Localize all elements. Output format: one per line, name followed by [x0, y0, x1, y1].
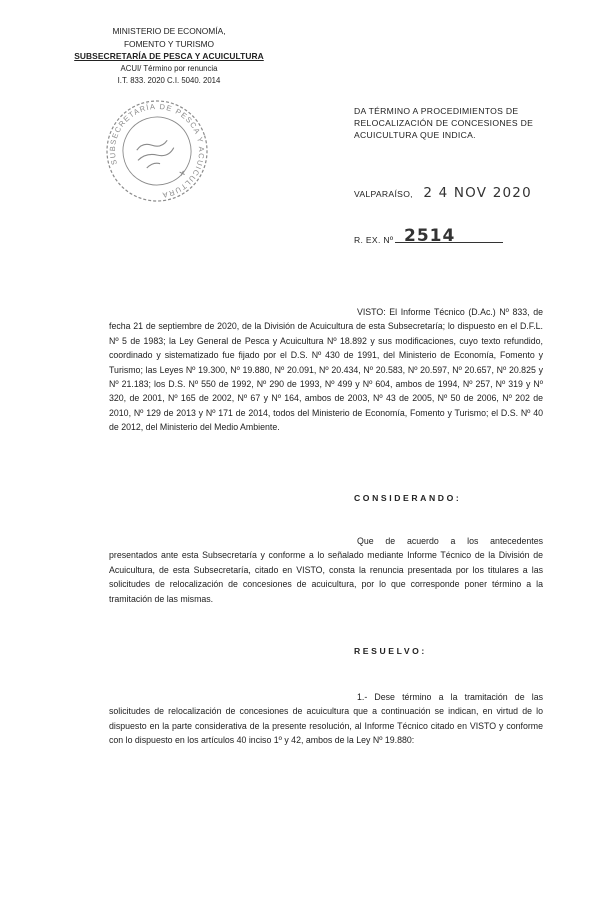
visto-text: fecha 21 de septiembre de 2020, de la División de Acuicultura de esta Subsecretaría; lo dispuesto en el D.F.L. Nº 5 de 1983; la Ley General de Pesca y Acuicultura Nº 18.892 y sus modificaciones, cuyo texto refundido, coordinado y sistematizado fue fijado por el D.S. Nº 430 de 1991, del Ministerio de Economía, Fomento y Turismo; las Leyes Nº 19.300, Nº 19.880, Nº 20.091, Nº 20.434, Nº 20.583, Nº 20.597, Nº 20.657, Nº 20.825 y Nº 21.183; los D.S. Nº 550 de 1992, Nº 290 de 1993, Nº 499 y Nº 604, ambos de 1994, Nº 257, Nº 319 y Nº 320, de 2001, Nº 165 de 2002, Nº 67 y Nº 164, ambos de 2003, Nº 43 de 2005, Nº 50 de 2006, Nº 202 de 2010, Nº 129 de 2013 y Nº 171 de 2014, todos del Ministerio de Economía, Fomento y Turismo; el D.S. Nº 40 de 2012, del Ministerio del Medio Ambiente. — [109, 321, 543, 433]
ministry-name-line1: MINISTERIO DE ECONOMÍA, — [112, 26, 226, 36]
visto-paragraph — [109, 305, 543, 435]
place-label: VALPARAÍSO, — [354, 189, 413, 199]
letterhead — [60, 25, 278, 88]
resolution-label: R. EX. Nº — [354, 235, 394, 245]
considerando-lead: Que de acuerdo a los antecedentes — [357, 536, 543, 546]
official-stamp — [98, 92, 216, 210]
issue-date: 2 4 NOV 2020 — [423, 185, 532, 201]
reference-line2: I.T. 833. 2020 C.I. 5040. 2014 — [117, 76, 221, 86]
considerando-text: presentados ante esta Subsecretaría y conforme a lo señalado mediante Informe Técnico de la División de Acuicultura, de esta Subsecretaría, citado en VISTO, consta la renuncia presentada por los titulares a las solicitudes de relocalización de concesiones de acuicultura, por lo que corresponde poner término a la tramitación de las mismas. — [109, 550, 543, 604]
considerando-paragraph — [109, 534, 543, 606]
resuelvo-paragraph — [109, 690, 543, 748]
resuelvo-heading: RESUELVO: — [354, 646, 427, 656]
place-date — [354, 184, 554, 202]
resuelvo-text: solicitudes de relocalización de concesiones de acuicultura que a continuación se indican, en virtud de lo dispuesto en la parte considerativa de la presente resolución, al Informe Técnico citado en VISTO y conforme con lo dispuesto en los artículos 40 inciso 1º y 42, ambos de la Ley Nº 19.880: — [109, 706, 543, 746]
resolution-number: 2514 — [404, 226, 456, 246]
subsecretaria-name: SUBSECRETARÍA DE PESCA Y ACUICULTURA — [74, 51, 264, 62]
resolution-subject — [354, 105, 554, 141]
resuelvo-lead: 1.- Dese término a la tramitación de las — [357, 692, 543, 702]
stamp-ring-text: SUBSECRETARÍA DE PESCA Y ACUICULTURA — [107, 101, 207, 200]
considerando-heading: CONSIDERANDO: — [354, 493, 462, 503]
subject-line1: DA TÉRMINO A PROCEDIMIENTOS DE — [354, 106, 519, 116]
subject-line3: ACUICULTURA QUE INDICA. — [354, 130, 476, 140]
stamp-seal-icon — [98, 92, 216, 210]
subject-line2: RELOCALIZACIÓN DE CONCESIONES DE — [354, 118, 534, 128]
visto-lead: VISTO: El Informe Técnico (D.Ac.) Nº 833, de — [357, 307, 543, 317]
ministry-name-line2: FOMENTO Y TURISMO — [123, 38, 215, 49]
reference-line1: ACUI/ Término por renuncia — [120, 63, 218, 73]
